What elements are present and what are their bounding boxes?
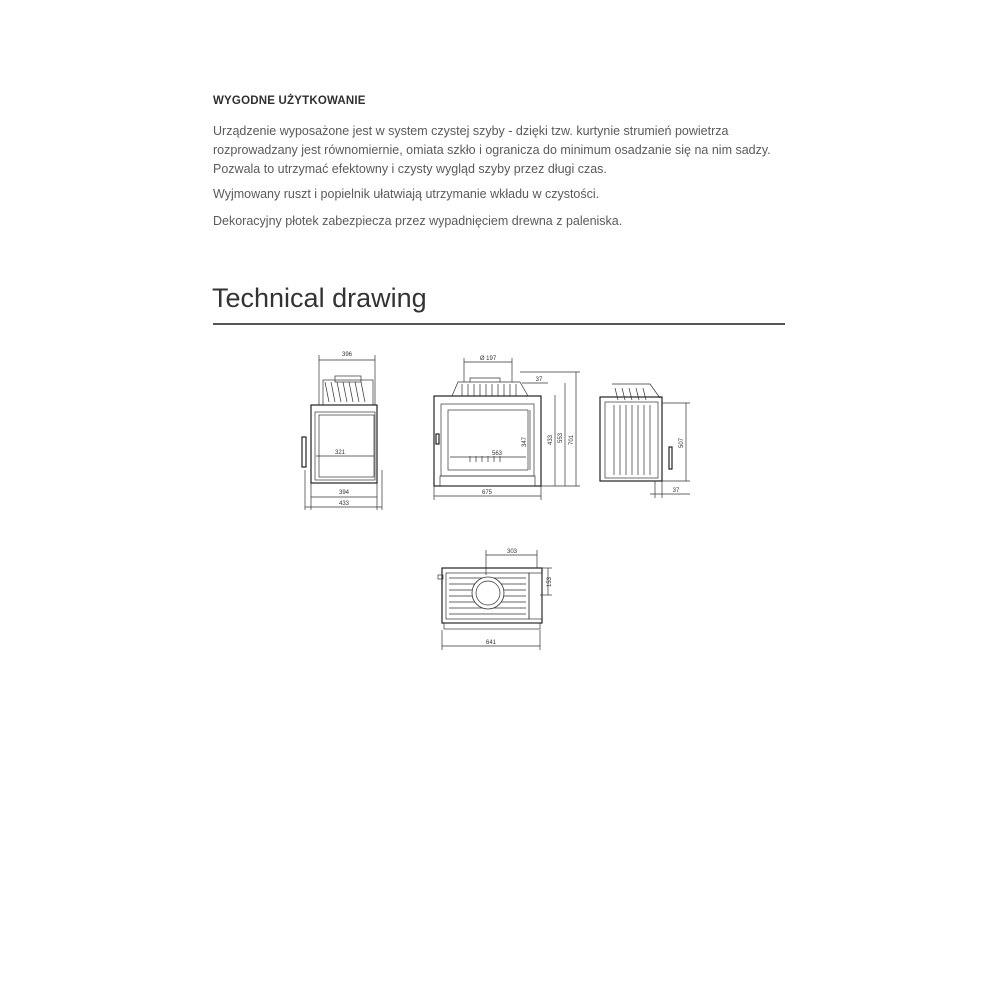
dim-front-h3: 701 <box>569 434 575 446</box>
dim-side-base: 394 <box>338 490 350 496</box>
dim-side-top: 396 <box>341 352 353 358</box>
dim-glass-height: 347 <box>522 436 528 448</box>
dim-top-flue-offset: 303 <box>506 549 518 555</box>
dim-side-inner: 321 <box>334 450 346 456</box>
paragraph-fence: Dekoracyjny płotek zabezpiecza przez wypadnięciem drewna z paleniska. <box>213 214 623 228</box>
dim-right-offset: 37 <box>672 488 680 494</box>
side-view-drawing <box>302 352 382 510</box>
paragraph-clean-glass: Urządzenie wyposażone jest w system czystej szyby - dzięki tzw. kurtynie strumień powietrza rozprowadzany jest równomiernie, omiata szkło i ogranicza do minimum osadzanie się na nim sadzy. Pozwala to utrzymać efektowny i czysty wygląd szyby przez długi czas. <box>213 124 771 176</box>
section-heading: WYGODNE UŻYTKOWANIE <box>213 95 366 107</box>
dim-flue-diameter: Ø 197 <box>479 356 497 362</box>
dim-front-offset: 37 <box>535 377 543 383</box>
front-view-drawing <box>434 356 580 500</box>
dim-side-total: 433 <box>338 501 350 507</box>
paragraph-grate: Wyjmowany ruszt i popielnik ułatwiają utrzymanie wkładu w czystości. <box>213 187 600 201</box>
dim-front-total: 675 <box>481 490 493 496</box>
dim-front-h1: 433 <box>548 434 554 446</box>
technical-drawing-title: Technical drawing <box>212 283 427 313</box>
top-view-drawing <box>438 549 553 650</box>
dim-right-height: 507 <box>679 437 685 449</box>
dim-front-h2: 553 <box>558 432 564 444</box>
right-view-drawing <box>600 384 690 498</box>
dim-glass-width: 563 <box>491 451 503 457</box>
dim-top-width: 641 <box>485 640 497 646</box>
dim-top-depth: 153 <box>547 576 553 588</box>
